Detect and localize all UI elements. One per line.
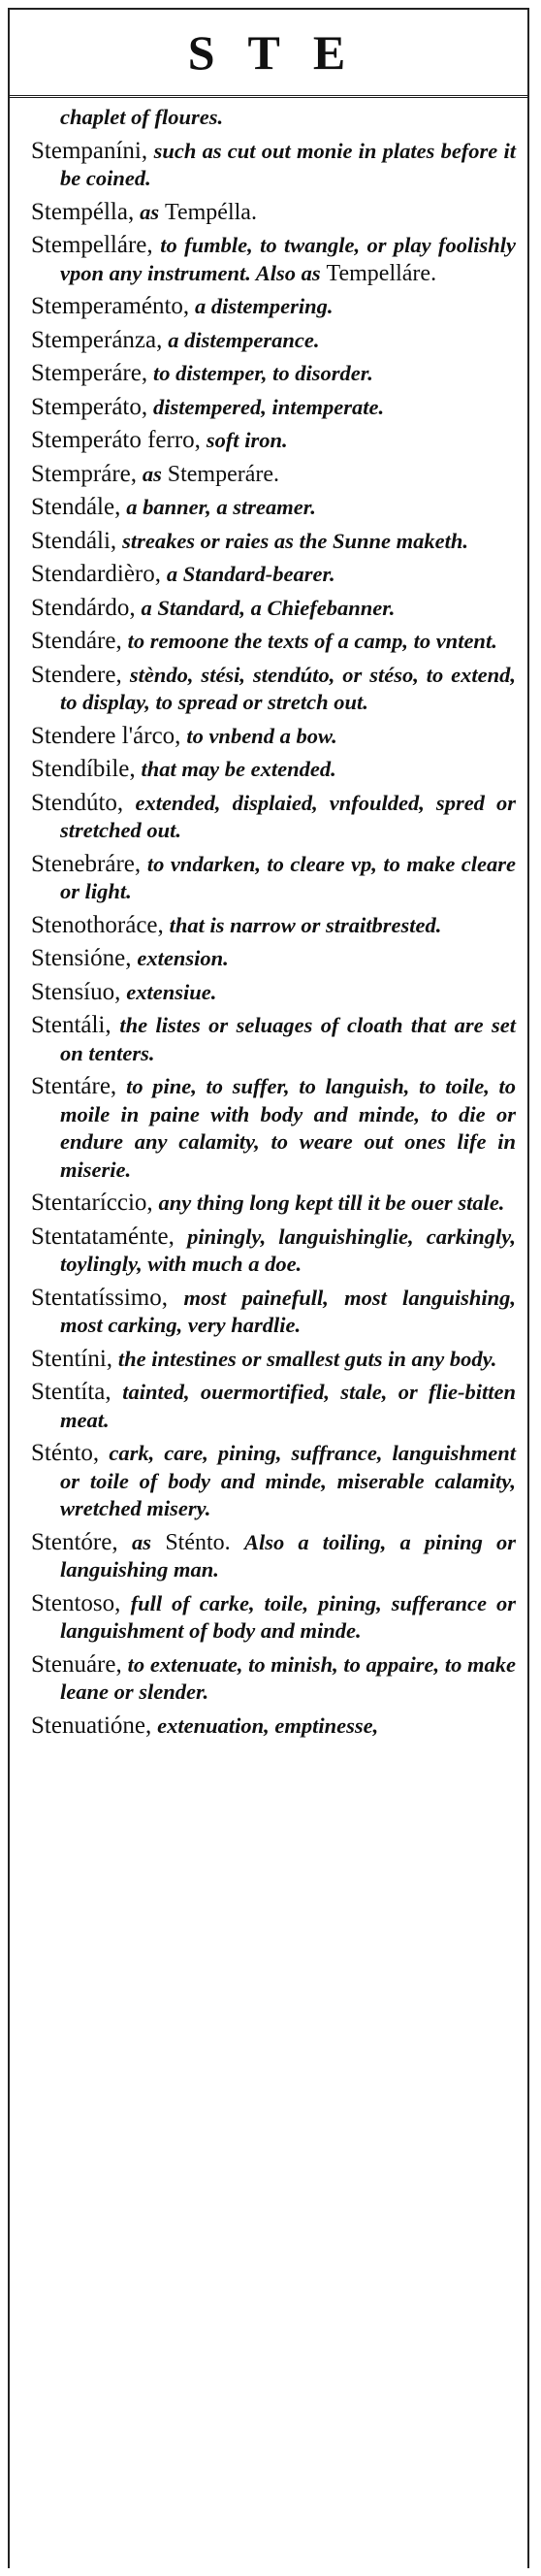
gloss: chaplet of floures. [60,105,224,129]
gloss: such as cut out monie in plates before it be coined. [60,138,516,190]
headword: Stendárdo, [31,594,136,621]
dictionary-entry [31,851,516,906]
dictionary-entry [31,1529,516,1584]
headword: Stempelláre, [31,232,153,258]
dictionary-entry [31,293,516,321]
gloss: piningly, languishinglie, carkingly, toylingly, with much a doe. [60,1223,516,1276]
headword: Stempélla, [31,198,135,225]
gloss: a distempering. [195,294,334,318]
gloss: extension. [137,946,229,970]
dictionary-entry [31,723,516,751]
headword: Stendere l'árco, [31,722,181,749]
headword: Stendere, [31,661,122,688]
gloss: as [131,1529,151,1554]
gloss: to remoone the texts of a camp, to vntent. [127,629,497,653]
gloss: the listes or seluages of cloath that are set on tenters. [60,1013,517,1065]
headword: Stendáli, [31,527,117,554]
headword: Stendíbile, [31,756,136,782]
dictionary-entry [31,1012,516,1067]
gloss-continued: Also a toiling, a pining or languishing man. [60,1529,516,1581]
dictionary-entry [31,232,516,287]
dictionary-entry [31,1590,516,1646]
dictionary-entry [31,494,516,522]
gloss: a Standard, a Chiefebanner. [141,595,396,620]
dictionary-entry [31,1712,516,1741]
headword: Stendále, [31,494,121,520]
gloss: streakes or raies as the Sunne maketh. [122,528,468,553]
headword: Stemperaménto, [31,293,190,319]
gloss: most painefull, most languishing, most carking, very hardlie. [60,1285,517,1337]
dictionary-entry [31,756,516,784]
dictionary-entry [31,138,516,193]
cross-reference: Tempelláre. [326,260,437,286]
headword: Stemperáre, [31,360,148,386]
gloss: that is narrow or straitbrested. [169,912,442,937]
gloss: extensiue. [126,979,217,1004]
gloss: a banner, a streamer. [126,495,316,519]
headword: Stentaríccio, [31,1190,153,1216]
dictionary-entry [31,1073,516,1184]
dictionary-entry [31,662,516,717]
dictionary-entry [31,360,516,388]
gloss: a Standard-bearer. [166,562,335,586]
gloss: to vnbend a bow. [186,723,337,748]
page-header [10,10,527,98]
gloss: soft iron. [206,428,288,452]
dictionary-entry [31,1651,516,1707]
gloss: to extenuate, to minish, to appaire, to make leane or slender. [60,1651,517,1704]
headword: Stensióne, [31,945,132,971]
headword: Stentoso, [31,1589,121,1616]
cross-reference: Stemperáre. [167,461,280,487]
gloss: to fumble, to twangle, or play foolishly vpon any instrument. Also as [60,233,516,285]
dictionary-entry [31,104,516,132]
gloss: that may be extended. [141,757,336,781]
dictionary-entry [31,528,516,556]
dictionary-entry [31,394,516,422]
headword: Stempaníni, [31,137,148,164]
headword: Stentóre, [31,1528,118,1555]
gloss: to distemper, to disorder. [152,361,373,385]
dictionary-entry [31,1223,516,1279]
dictionary-entry [31,1346,516,1374]
dictionary-entry [31,1285,516,1340]
gloss: extenuation, emptinesse, [157,1712,379,1738]
dictionary-entry [31,1379,516,1434]
gloss: full of carke, toile, pining, sufferance or languishment of body and minde. [60,1590,516,1643]
headword: Stentíni, [31,1345,113,1372]
headword: Stemperáto ferro, [31,427,201,453]
headword: Stentáli, [31,1012,111,1038]
headword: Stemperáto, [31,393,148,420]
dictionary-entry [31,1190,516,1218]
dictionary-entry [31,628,516,656]
headword: Stenothoráce, [31,911,164,938]
dictionary-entry [31,327,516,355]
headword: Sténto, [31,1440,100,1466]
dictionary-entry [31,461,516,489]
headword: Stendáre, [31,628,122,654]
dictionary-entry [31,912,516,940]
gloss: tainted, ouermortified, stale, or flie-bitten meat. [60,1380,517,1432]
page-frame [8,8,529,2568]
dictionary-entry [31,790,516,845]
cross-reference: Tempélla. [165,199,257,225]
headword: Stenebráre, [31,850,142,877]
dictionary-entry [31,1440,516,1523]
headword: Stensíuo, [31,978,121,1005]
headword: Stendardièro, [31,561,161,587]
dictionary-entry [31,595,516,623]
headword: Stempráre, [31,460,137,487]
header-title: STE [187,25,379,80]
gloss: distempered, intemperate. [152,394,385,419]
gloss: to pine, to suffer, to languish, to toile, to moile in paine with body and minde, to die or endure any calamity, to weare out ones life in miserie. [60,1074,517,1182]
headword: Stentíta, [31,1379,111,1405]
headword: Stendúto, [31,789,124,816]
gloss: extended, displaied, vnfoulded, spred or stretched out. [60,790,516,842]
dictionary-entry [31,979,516,1007]
gloss: as [140,199,160,224]
dictionary-entry [31,945,516,973]
dictionary-entries [10,98,527,1740]
cross-reference: Sténto. [165,1529,231,1555]
headword: Stenuatióne, [31,1712,152,1739]
gloss: stèndo, stési, stendúto, or stéso, to extend, to display, to spread or stretch out. [60,662,517,714]
headword: Stentatíssimo, [31,1284,168,1311]
gloss: the intestines or smallest guts in any body. [117,1346,497,1371]
gloss: to vndarken, to cleare vp, to make cleare or light. [60,851,517,903]
headword: Stentataménte, [31,1223,175,1250]
gloss: cark, care, pining, suffrance, languishment or toile of body and minde, miserable calamity, wretched misery. [60,1441,516,1520]
dictionary-entry [31,427,516,455]
headword: Stentáre, [31,1073,117,1099]
headword: Stenuáre, [31,1650,122,1678]
headword: Stemperánza, [31,326,163,353]
gloss: a distemperance. [168,327,320,352]
gloss: any thing long kept till it be ouer stale. [158,1190,505,1215]
dictionary-entry [31,199,516,227]
dictionary-entry [31,561,516,589]
gloss: as [142,461,162,486]
